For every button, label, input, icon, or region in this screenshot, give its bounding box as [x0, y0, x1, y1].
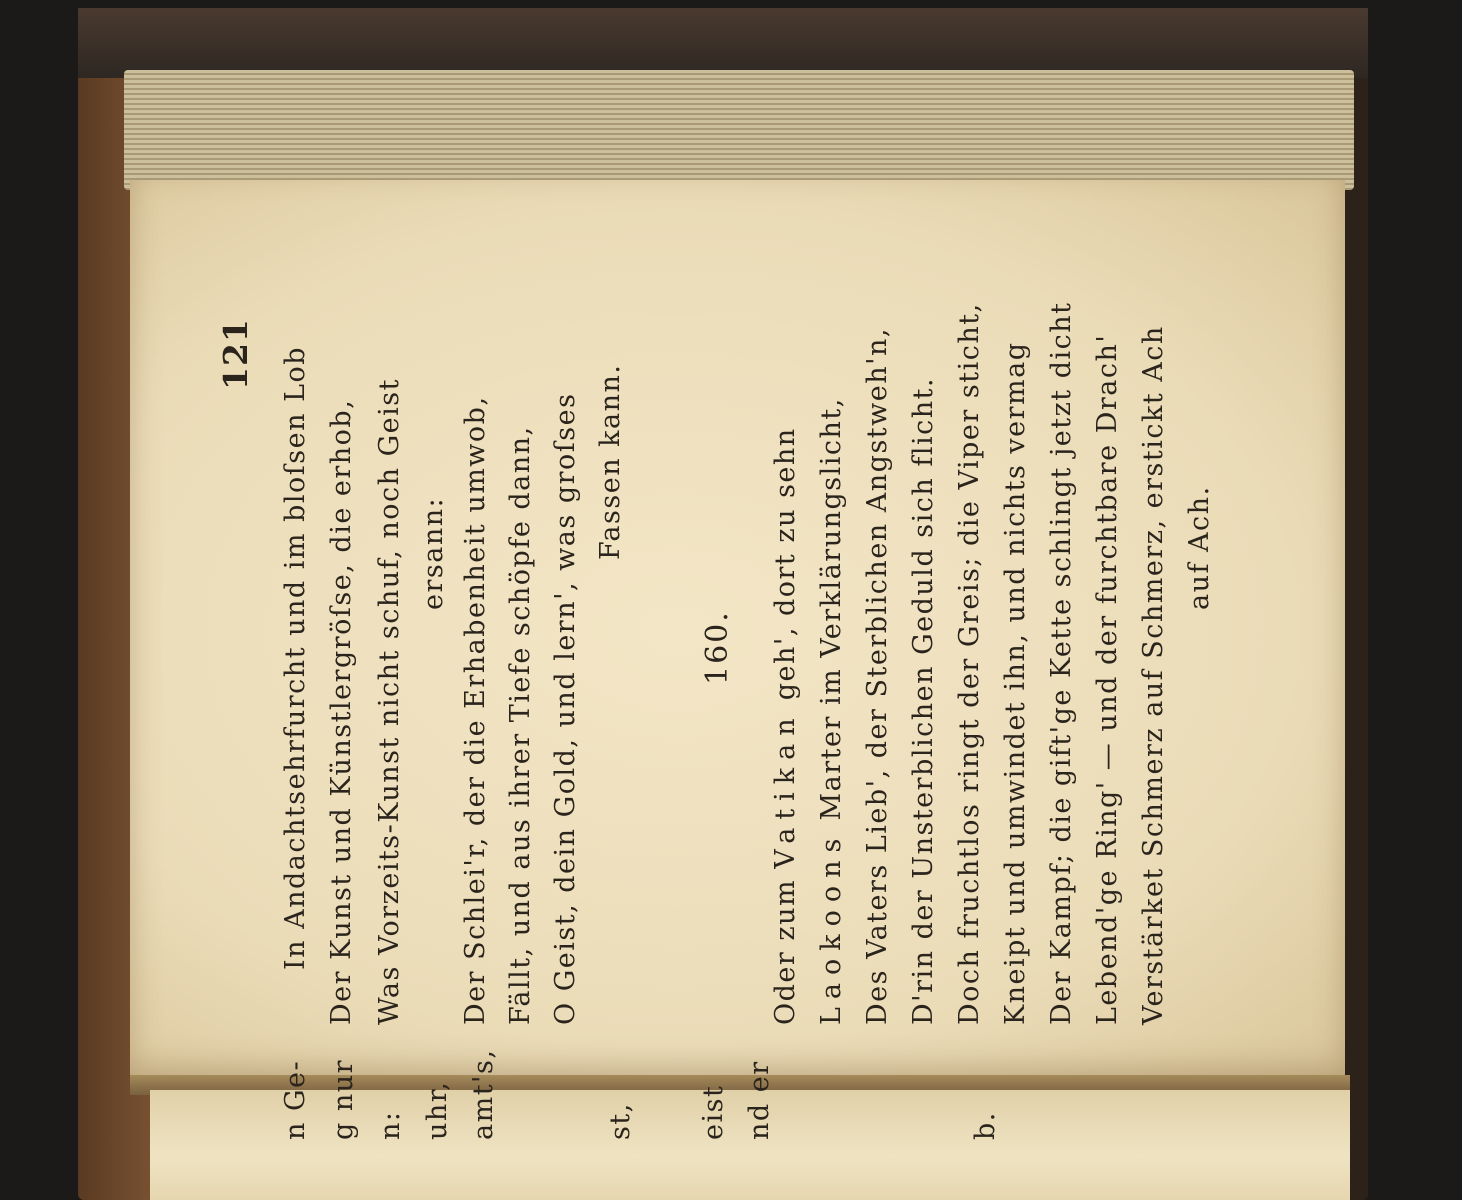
text-fragment: uhr,	[422, 1080, 453, 1140]
verse-text: Oder zum	[770, 878, 801, 1025]
verse-line: ersann:	[418, 496, 449, 610]
verse-line: Der Kampf; die gift'ge Kette schlingt jetzt dicht	[1046, 301, 1077, 1025]
verse-line: Doch fruchtlos ringt der Greis; die Viper sticht,	[954, 302, 985, 1025]
verse-line	[770, 427, 801, 1025]
verse-line: Fassen kann.	[595, 363, 626, 560]
verse-line: O Geist, dein Gold, und lern', was groſses	[550, 392, 581, 1025]
verse-line: In Andachtsehrfurcht und im bloſsen Lob	[280, 345, 311, 970]
book-cover-top	[78, 8, 1368, 78]
verse-text: Marter im Verklärungslicht,	[816, 397, 847, 821]
text-fragment: nd er	[744, 1060, 775, 1140]
verse-line: Lebend'ge Ring' — und der furchtbare Drach'	[1092, 333, 1123, 1025]
text-fragment: st,	[605, 1102, 636, 1140]
text-fragment: amt's,	[468, 1048, 499, 1140]
verse-line: Was Vorzeits-Kunst nicht schuf, noch Geist	[374, 378, 405, 1025]
verse-line: Fällt, und aus ihrer Tiefe schöpfe dann,	[505, 425, 536, 1025]
text-fragment: n:	[375, 1110, 406, 1140]
verse-line: auf Ach.	[1184, 485, 1215, 610]
verse-line: Des Vaters Lieb', der Sterblichen Angstweh'n,	[862, 326, 893, 1025]
verse-line: Verstärket Schmerz auf Schmerz, erstickt Ach	[1138, 325, 1169, 1025]
verse-line: Der Schlei'r, der die Erhabenheit umwob,	[460, 395, 491, 1025]
verse-text-spaced: Vatikan	[770, 710, 801, 869]
verse-line: Der Kunst und Künstlergröſse, die erhob,	[326, 398, 357, 1025]
verse-text-spaced: Laokoons	[816, 830, 847, 1025]
page-number: 121	[216, 318, 255, 390]
text-fragment: n Ge-	[280, 1059, 311, 1140]
verse-line	[816, 397, 847, 1025]
previous-page-text	[150, 1000, 1350, 1200]
verse-line: D'rin der Unsterblichen Geduld sich flicht.	[908, 376, 939, 1025]
text-fragment: g nur	[328, 1058, 359, 1140]
page-edges	[124, 70, 1354, 190]
poem-number: 160.	[700, 610, 735, 685]
verse-line: Kneipt und umwindet ihn, und nichts vermag	[1000, 341, 1031, 1025]
verse-text: geh', dort zu sehn	[770, 427, 801, 701]
text-fragment: b.	[970, 1111, 1001, 1140]
page-text	[160, 180, 1320, 1080]
text-fragment: eist	[698, 1084, 729, 1140]
